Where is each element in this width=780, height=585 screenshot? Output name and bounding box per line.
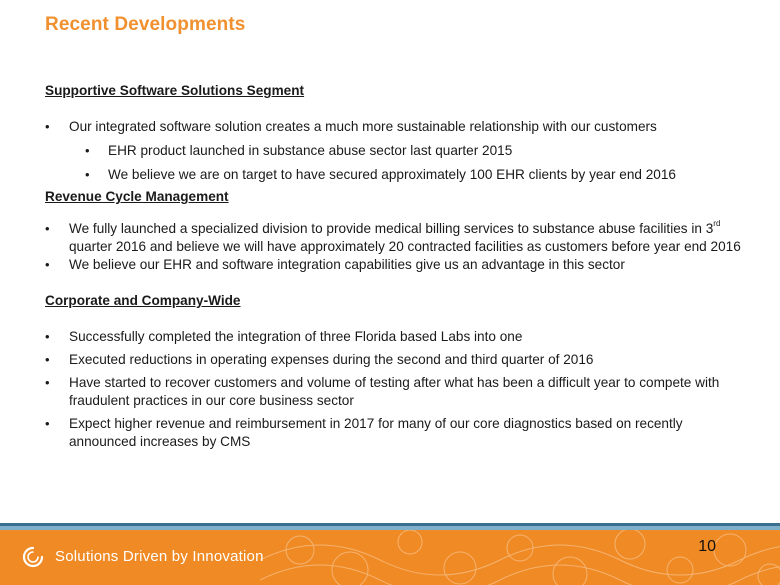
list-item [45, 351, 745, 369]
revenue-bullet-list [45, 220, 745, 274]
bullet-glyph: • [45, 416, 50, 431]
page-title: Recent Developments [45, 14, 246, 35]
list-item-text: Expect higher revenue and reimbursement in 2017 for many of our core diagnostics based on recently announced increases by CMS [69, 416, 683, 449]
list-item-text-part1: We fully launched a specialized division to provide medical billing services to substance abuse facilities in 3 [69, 221, 714, 236]
bullet-glyph: • [45, 257, 50, 272]
list-item [45, 374, 745, 410]
footer-tagline: Solutions Driven by Innovation [55, 548, 264, 565]
list-item [45, 256, 745, 274]
footer-bar [0, 530, 780, 585]
list-item-text: Successfully completed the integration of three Florida based Labs into one [69, 329, 523, 344]
bullet-glyph: • [85, 167, 90, 182]
list-item [45, 415, 745, 451]
list-item-text: Have started to recover customers and volume of testing after what has been a difficult year to compete with fraudulent practices in our core business sector [69, 375, 720, 408]
ordinal-suffix: rd [713, 219, 721, 229]
section-heading-revenue-cycle: Revenue Cycle Management [45, 189, 229, 204]
page-number: 10 [698, 538, 716, 555]
list-item [45, 220, 745, 256]
list-item [45, 142, 745, 160]
bullet-glyph: • [45, 375, 50, 390]
bullet-glyph: • [45, 329, 50, 344]
list-item [45, 118, 745, 136]
list-item-text: We believe we are on target to have secured approximately 100 EHR clients by year end 2016 [108, 167, 676, 182]
swirl-logo-icon [22, 546, 44, 568]
bullet-glyph: • [45, 352, 50, 367]
list-item-text: Executed reductions in operating expenses during the second and third quarter of 2016 [69, 352, 594, 367]
list-item-text: EHR product launched in substance abuse sector last quarter 2015 [108, 143, 513, 158]
section-heading-corporate: Corporate and Company-Wide [45, 293, 241, 308]
list-item [45, 328, 745, 346]
content-area [45, 82, 745, 451]
list-item-text-part2: quarter 2016 and believe we will have approximately 20 contracted facilities as customers before year end 2016 [69, 239, 741, 254]
list-item-text: Our integrated software solution creates a much more sustainable relationship with our customers [69, 119, 657, 134]
software-bullet-list [45, 118, 745, 184]
list-item-text: We believe our EHR and software integration capabilities give us an advantage in this sector [69, 257, 625, 272]
corporate-bullet-list [45, 328, 745, 451]
bullet-glyph: • [85, 143, 90, 158]
list-item [45, 166, 745, 184]
bullet-glyph: • [45, 221, 50, 236]
bullet-glyph: • [45, 119, 50, 134]
section-heading-software: Supportive Software Solutions Segment [45, 83, 305, 98]
